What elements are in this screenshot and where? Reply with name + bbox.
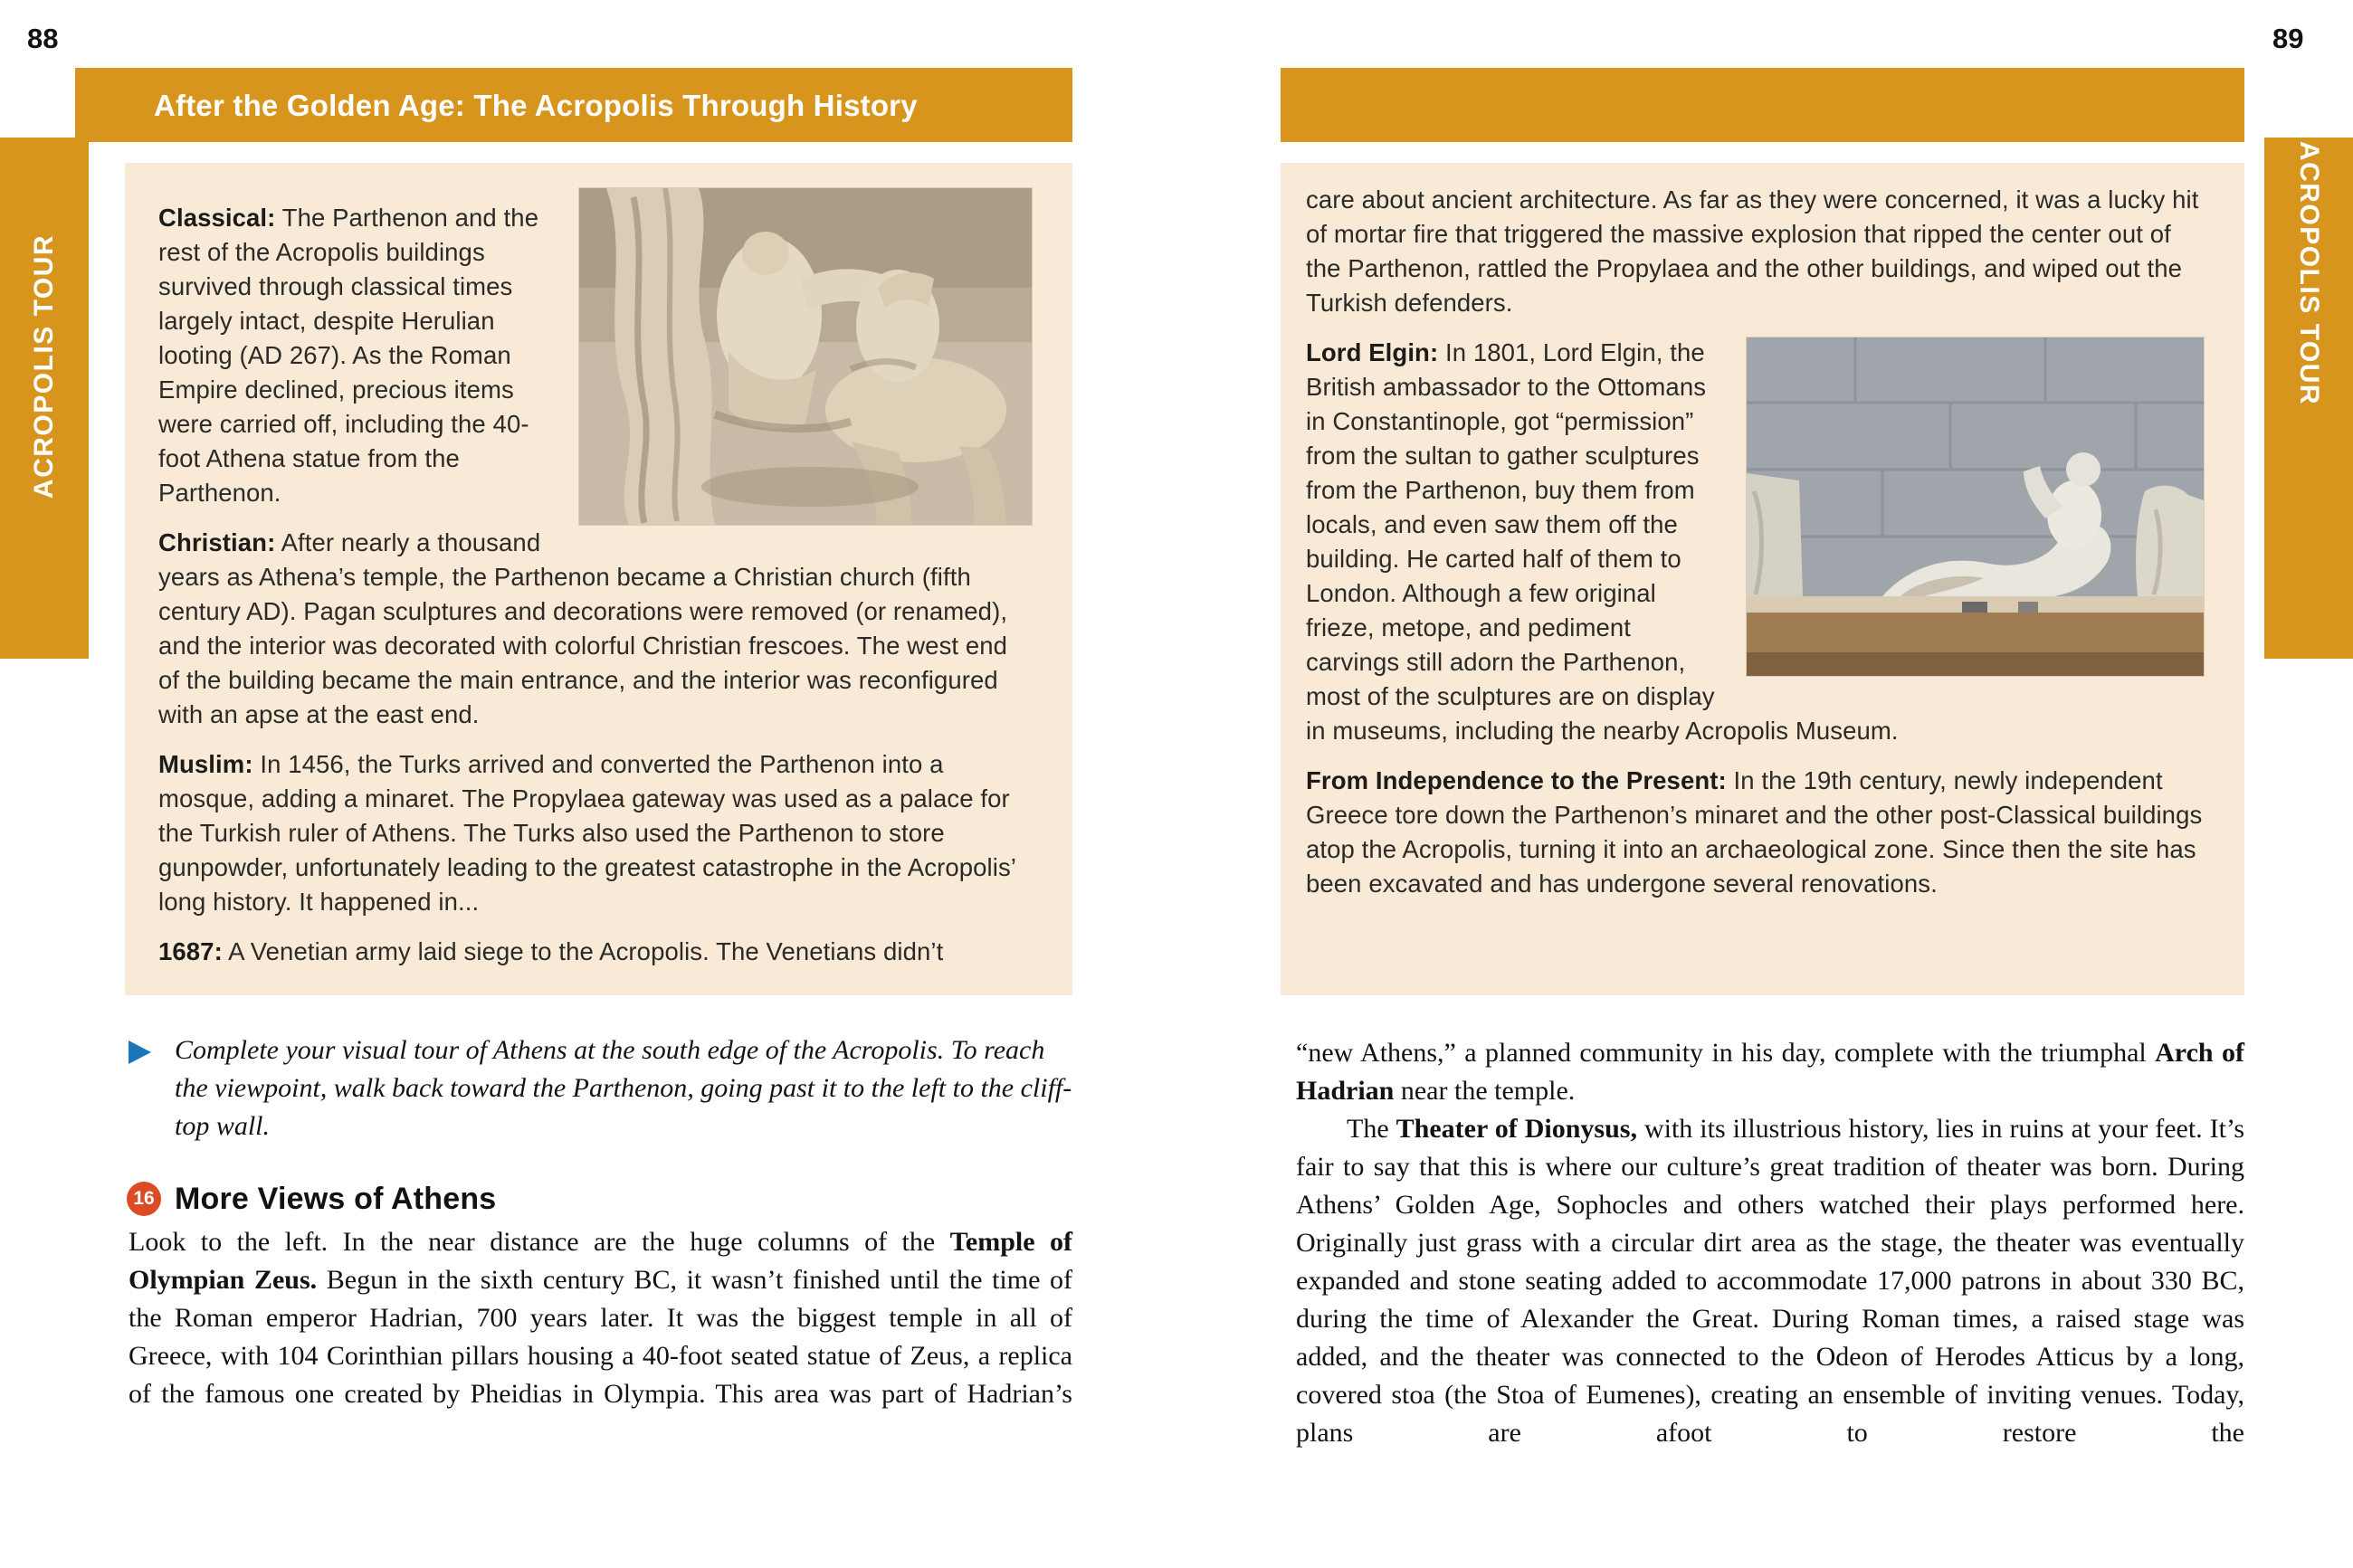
sidebar-paragraph-muslim: Muslim: In 1456, the Turks arrived and converted the Parthenon into a mosque, adding a minaret. The Propylaea gateway was used as a palace for the Turkish ruler of Athens. The Turks also used the Parthenon to store gunpowder, unfortunately leading to the greatest catastrophe in the Acropolis’ long history. It happened in... bbox=[158, 750, 1015, 916]
side-tab-right bbox=[2264, 138, 2353, 659]
section-heading bbox=[127, 1182, 496, 1216]
sidebar-title-bar-continued bbox=[1281, 68, 2244, 142]
page-number-left: 88 bbox=[27, 23, 59, 54]
side-tab-left-label: ACROPOLIS TOUR bbox=[29, 233, 59, 499]
sidebar-title-bar bbox=[75, 68, 1072, 142]
page-number-right: 89 bbox=[2272, 23, 2304, 54]
body-paragraph: “new Athens,” a planned community in his day, complete with the triumphal Arch of Hadrian near the temple. bbox=[1296, 1038, 2244, 1106]
section-title: More Views of Athens bbox=[175, 1182, 497, 1216]
sidebar-paragraph-continuation: care about ancient architecture. As far as they were concerned, it was a lucky hit of mortar fire that triggered the massive explosion that ripped the center out of the Parthenon, rattled the Propylaea and the other buildings, and wiped out the Turkish defenders. bbox=[1306, 185, 2199, 317]
walking-instruction-text: Complete your visual tour of Athens at the south edge of the Acropolis. To reach the viewpoint, walk back toward the Parthenon, going past it to the left to the cliff-top wall. bbox=[175, 1035, 1072, 1141]
sidebar-title: After the Golden Age: The Acropolis Through History bbox=[154, 88, 918, 122]
body-paragraph: The Theater of Dionysus, with its illustrious history, lies in ruins at your feet. It’s fair to say that this is where our culture’s great tradition of theater was born. During Athens’ Golden Age, Sophocles and others watched their plays performed here. Originally just grass with a circular dirt area as the stage, the theater was eventually expanded and stone seating added to accommodate 17,000 patrons in about 330 BC, during the time of Alexander the Great. During Roman times, a raised stage was added, and the theater was connected to the Odeon of Herodes Atticus by a long, covered stoa (the Stoa of Eumenes), creating an ensemble of inviting venues. Today, plans are afoot to restore the bbox=[1296, 1114, 2245, 1448]
elgin-photo-art bbox=[1747, 337, 2204, 676]
body-paragraph: Look to the left. In the near distance are the huge columns of the Temple of Olympian Zeus. Begun in the sixth century BC, it wasn’t finished until the time of the Roman emperor Hadrian, 700 years later. It was the biggest temple in all of Greece, with 104 Corinthian pillars housing a 40-foot seated statue of Zeus, a replica of the famous one created by Pheidias in Olympia. This area was part of Hadrian’s bbox=[129, 1227, 1073, 1409]
sidebar-paragraph-independence: From Independence to the Present: In the 19th century, newly independent Greece tore down the Parthenon’s minaret and the other post-Classical buildings atop the Acropolis, turning it into an archaeological zone. Since then the site has been excavated and has undergone several renovations. bbox=[1306, 766, 2203, 898]
side-tab-left bbox=[0, 138, 89, 659]
walking-instruction bbox=[129, 1031, 1074, 1145]
sidebar-paragraph-christian: Christian: After nearly a thousand years as Athena’s temple, the Parthenon became a Christian church (fifth century AD). Pagan sculptures and decorations were removed (or renamed), and the interior was decorated with colorful Christian frescoes. The west end of the building became the main entrance, and the interior was reconfigured with an apse at the east end. bbox=[158, 528, 1008, 728]
body-column-right bbox=[1296, 1034, 2244, 1452]
stop-number-badge: 16 bbox=[127, 1182, 161, 1216]
side-tab-right-label: ACROPOLIS TOUR bbox=[2294, 140, 2324, 406]
sidebar-paragraph-classical: Classical: The Parthenon and the rest of the Acropolis buildings survived through classical times largely intact, despite Herulian looting (AD 267). As the Roman Empire declined, precious items were carried off, including the 40-foot Athena statue from the Parthenon. bbox=[158, 204, 539, 507]
pointer-triangle-icon bbox=[129, 1041, 151, 1064]
body-column-left bbox=[129, 1223, 1072, 1413]
history-sidebar-box-left bbox=[125, 163, 1072, 995]
history-sidebar-box-right bbox=[1281, 163, 2244, 995]
metope-photo bbox=[579, 188, 1032, 525]
elgin-marbles-photo bbox=[1747, 337, 2204, 676]
metope-photo-art bbox=[579, 188, 1032, 525]
sidebar-paragraph-1687: 1687: A Venetian army laid siege to the Acropolis. The Venetians didn’t bbox=[158, 937, 944, 965]
sidebar-paragraph-lord-elgin: Lord Elgin: In 1801, Lord Elgin, the British ambassador to the Ottomans in Constantinople, got “permission” from the sultan to gather sculptures from the Parthenon, buy them from locals, and even saw them off the building. He carted half of them to London. Although a few original frieze, metope, and pediment carvings still adorn the Parthenon, most of the sculptures are on display in museums, including the nearby Acropolis Museum. bbox=[1306, 338, 1899, 745]
